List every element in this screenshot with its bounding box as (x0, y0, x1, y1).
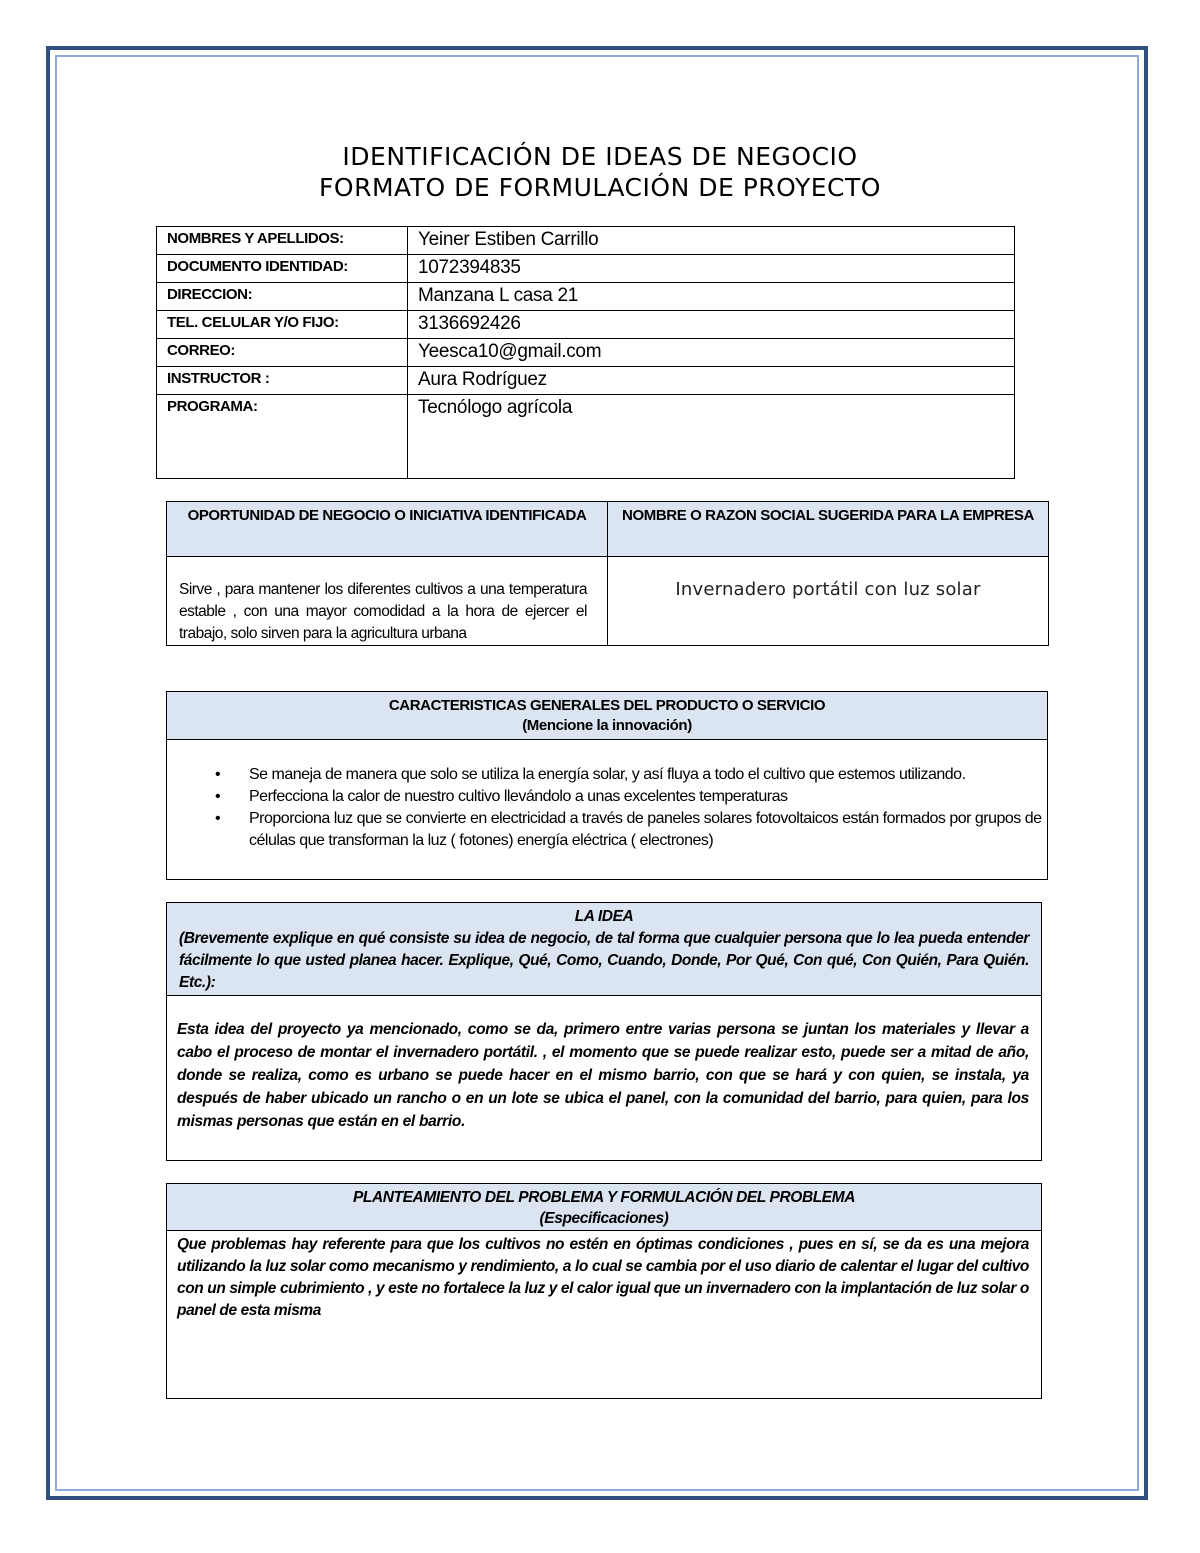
table-row (157, 227, 1015, 255)
problem-section (166, 1183, 1042, 1399)
field-value-name: Yeiner Estiben Carrillo (408, 227, 1015, 255)
idea-header (167, 903, 1041, 996)
idea-body: Esta idea del proyecto ya mencionado, como se da, primero entre varias persona se juntan los materiales y llevar a cabo el proceso de montar el invernadero portátil. , el momento que se puede realizar esto, puede ser a mitad de año, donde se realiza, como es urbano se puede hacer en el mismo barrio, con que se hará y con quien, se instala, ya después de haber ubicado un rancho o en un lote se ubica el panel, con la comunidad del barrio, para quien, para los mismas personas que están en el barrio. (177, 1021, 1029, 1130)
table-row (157, 339, 1015, 367)
problem-body: Que problemas hay referente para que los cultivos no estén en óptimas condiciones , pues en sí, se da es una mejora utilizando la luz solar como mecanismo y rendimiento, a lo cual se cambia por el uso diario de calentar el lugar del cultivo con un simple cubrimiento , y este no fortalece la luz y el calor igual que un invernadero con la implantación de luz solar o panel de esta misma (177, 1236, 1029, 1319)
problem-header-subtitle: (Especificaciones) (539, 1210, 669, 1227)
list-item: • Perfecciona la calor de nuestro cultivo llevándolo a unas excelentes temperaturas (249, 786, 1047, 808)
problem-header (167, 1184, 1041, 1231)
table-row (157, 255, 1015, 283)
field-label: DIRECCION: (157, 283, 408, 311)
list-item: • Se maneja de manera que solo se utiliza la energía solar, y así fluya a todo el cultivo que estemos utilizando. (249, 764, 1047, 786)
characteristics-header (167, 692, 1047, 740)
company-name-header: NOMBRE O RAZON SOCIAL SUGERIDA PARA LA EMPRESA (608, 502, 1048, 557)
field-value-instructor: Aura Rodríguez (408, 367, 1015, 395)
idea-header-title: LA IDEA (574, 908, 634, 925)
field-label: CORREO: (157, 339, 408, 367)
bullet-icon: • (215, 788, 221, 805)
field-label: TEL. CELULAR Y/O FIJO: (157, 311, 408, 339)
opportunity-section (166, 501, 1049, 646)
table-row (157, 367, 1015, 395)
table-row (157, 311, 1015, 339)
characteristics-section (166, 691, 1048, 880)
document-title-line2: FORMATO DE FORMULACIÓN DE PROYECTO (319, 173, 881, 202)
table-row (157, 395, 1015, 479)
field-label: DOCUMENTO IDENTIDAD: (157, 255, 408, 283)
field-value-program: Tecnólogo agrícola (408, 395, 1015, 479)
bullet-icon: • (215, 810, 221, 827)
problem-header-title: PLANTEAMIENTO DEL PROBLEMA Y FORMULACIÓN DEL PROBLEMA (352, 1189, 856, 1206)
personal-info-table (156, 226, 1015, 479)
field-label: INSTRUCTOR : (157, 367, 408, 395)
document-title-line1: IDENTIFICACIÓN DE IDEAS DE NEGOCIO (342, 142, 858, 171)
list-item: • Proporciona luz que se convierte en electricidad a través de paneles solares fotovoltaicos están formados por grupos de células que transforman la luz ( fotones) energía eléctrica ( electrones) (215, 810, 1042, 849)
company-name-column (608, 502, 1048, 645)
idea-header-instructions: (Brevemente explique en qué consiste su idea de negocio, de tal forma que cualquier persona que lo lea pueda entender fácilmente lo que usted planea hacer. Explique, Qué, Como, Cuando, Donde, Por Qué, Con qué, Con Quién, Para Quién. Etc.): (179, 930, 1029, 991)
field-value-phone: 3136692426 (408, 311, 1015, 339)
characteristics-header-title: CARACTERISTICAS GENERALES DEL PRODUCTO O SERVICIO (388, 697, 826, 714)
opportunity-text: Sirve , para mantener los diferentes cultivos a una temperatura estable , con una mayor comodidad a la hora de ejercer el trabajo, solo sirven para la agricultura urbana (179, 581, 587, 642)
table-row (157, 283, 1015, 311)
bullet-icon: • (215, 766, 221, 783)
field-value-email: Yeesca10@gmail.com (408, 339, 1015, 367)
opportunity-column (167, 502, 608, 645)
field-label: PROGRAMA: (157, 395, 408, 479)
characteristics-list (167, 764, 1047, 852)
field-label: NOMBRES Y APELLIDOS: (157, 227, 408, 255)
opportunity-header: OPORTUNIDAD DE NEGOCIO O INICIATIVA IDENTIFICADA (167, 502, 607, 557)
characteristics-header-subtitle: (Mencione la innovación) (522, 717, 692, 734)
field-value-document: 1072394835 (408, 255, 1015, 283)
field-value-address: Manzana L casa 21 (408, 283, 1015, 311)
idea-section (166, 902, 1042, 1161)
company-name-text: Invernadero portátil con luz solar (675, 579, 981, 600)
